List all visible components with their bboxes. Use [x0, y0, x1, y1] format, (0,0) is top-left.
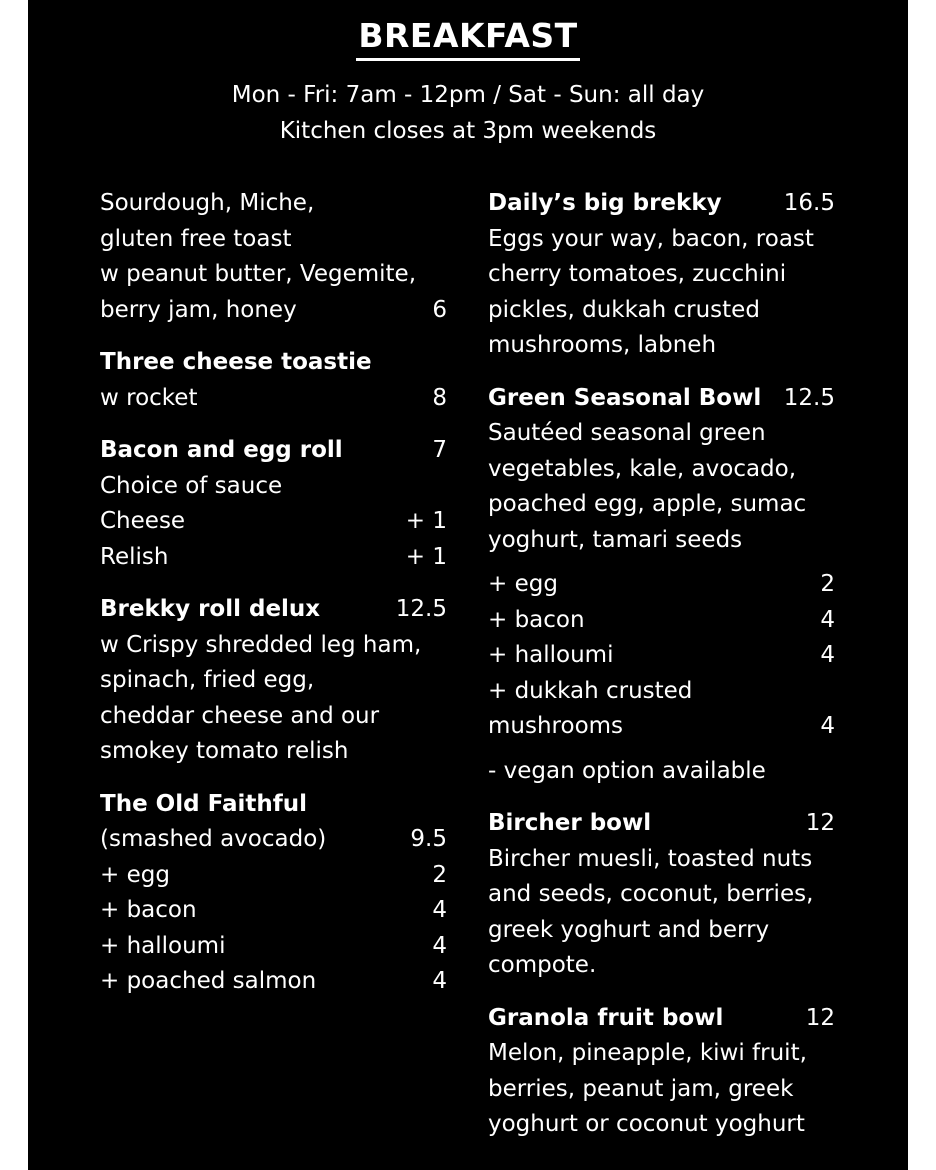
extra-label: Relish [100, 543, 169, 570]
menu-item-bircher [488, 806, 835, 984]
item-name: Daily’s big brekky [488, 190, 722, 216]
hours-weekdays: Mon - Fri: 7am - 12pm / Sat - Sun: all day [231, 82, 705, 108]
extra-price: + 1 [405, 508, 447, 534]
item-desc: Choice of sauce [100, 472, 283, 499]
item-line: cherry tomatoes, zucchini [488, 261, 787, 287]
item-name: Bacon and egg roll [100, 437, 343, 463]
item-line: yoghurt or coconut yoghurt [488, 1111, 805, 1137]
item-name: Three cheese toastie [100, 349, 372, 375]
item-line: yoghurt, tamari seeds [488, 526, 743, 553]
menu-item-old-faithful [100, 787, 447, 1000]
extra-label: + egg [488, 571, 558, 597]
extra-label: mushrooms [488, 713, 624, 739]
extra-label: + halloumi [488, 642, 614, 668]
item-line: w peanut butter, Vegemite, [100, 261, 417, 287]
item-price: 9.5 [410, 826, 447, 852]
extra-price: 4 [432, 897, 447, 923]
item-line: compote. [488, 952, 597, 978]
item-price: 8 [432, 384, 447, 411]
extra-label: + poached salmon [100, 968, 317, 994]
menu-item-granola [488, 1001, 835, 1143]
left-column [100, 186, 447, 1000]
menu-title: BREAKFAST [356, 16, 579, 61]
item-name: Granola fruit bowl [488, 1004, 724, 1031]
menu-item-toastie [100, 345, 447, 416]
extra-price: 2 [432, 861, 447, 888]
extra-price: 4 [820, 713, 835, 739]
item-price: 12 [805, 1004, 835, 1031]
item-line: berries, peanut jam, greek [488, 1075, 794, 1102]
extra-price: 4 [432, 968, 447, 994]
extra-label: + bacon [100, 897, 197, 923]
item-name: Brekky roll delux [100, 596, 321, 622]
extra-price: 2 [820, 571, 835, 597]
item-line: Bircher muesli, toasted nuts [488, 845, 813, 872]
extra-price: 4 [820, 606, 835, 633]
item-line: gluten free toast [100, 225, 292, 252]
item-desc: w rocket [100, 384, 198, 411]
extra-price: + 1 [405, 543, 447, 570]
menu-item-brekky-roll [100, 592, 447, 770]
item-price: 6 [432, 296, 447, 323]
item-line: greek yoghurt and berry [488, 916, 770, 943]
menu-title-wrap [28, 16, 908, 61]
item-line: and seeds, coconut, berries, [488, 881, 814, 907]
menu-item-bacon-roll [100, 433, 447, 575]
extra-label: Cheese [100, 508, 186, 534]
item-line: pickles, dukkah crusted [488, 296, 760, 323]
item-name: Green Seasonal Bowl [488, 384, 762, 411]
item-name: The Old Faithful [100, 790, 307, 817]
menu-item-big-brekky [488, 186, 835, 364]
item-price: 12.5 [783, 384, 835, 411]
item-line: poached egg, apple, sumac [488, 491, 807, 517]
item-desc: (smashed avocado) [100, 826, 327, 852]
item-price: 12.5 [395, 596, 447, 622]
extra-label: + dukkah crusted [488, 677, 693, 704]
hours-weekends: Kitchen closes at 3pm weekends [279, 118, 657, 144]
menu-item-toast [100, 186, 447, 328]
item-line: berry jam, honey [100, 296, 297, 323]
item-line: smokey tomato relish [100, 738, 349, 764]
item-line: cheddar cheese and our [100, 702, 380, 729]
item-line: Sourdough, Miche, [100, 190, 315, 216]
item-name: Bircher bowl [488, 810, 652, 836]
vegan-note: - vegan option available [488, 757, 766, 784]
right-column [488, 186, 835, 1143]
item-line: w Crispy shredded leg ham, [100, 631, 422, 658]
item-line: mushrooms, labneh [488, 332, 717, 358]
item-line: vegetables, kale, avocado, [488, 455, 797, 482]
item-price: 16.5 [783, 190, 835, 216]
extra-label: + bacon [488, 606, 585, 633]
extra-price: 4 [820, 642, 835, 668]
item-price: 12 [805, 810, 835, 836]
item-line: spinach, fried egg, [100, 667, 315, 693]
extra-label: + egg [100, 861, 170, 888]
item-line: Eggs your way, bacon, roast [488, 225, 814, 252]
item-line: Sautéed seasonal green [488, 420, 766, 446]
item-line: Melon, pineapple, kiwi fruit, [488, 1040, 807, 1066]
extra-price: 4 [432, 932, 447, 959]
extra-label: + halloumi [100, 932, 226, 959]
menu-board [28, 0, 908, 1170]
item-price: 7 [432, 437, 447, 463]
menu-item-green-bowl [488, 381, 835, 790]
